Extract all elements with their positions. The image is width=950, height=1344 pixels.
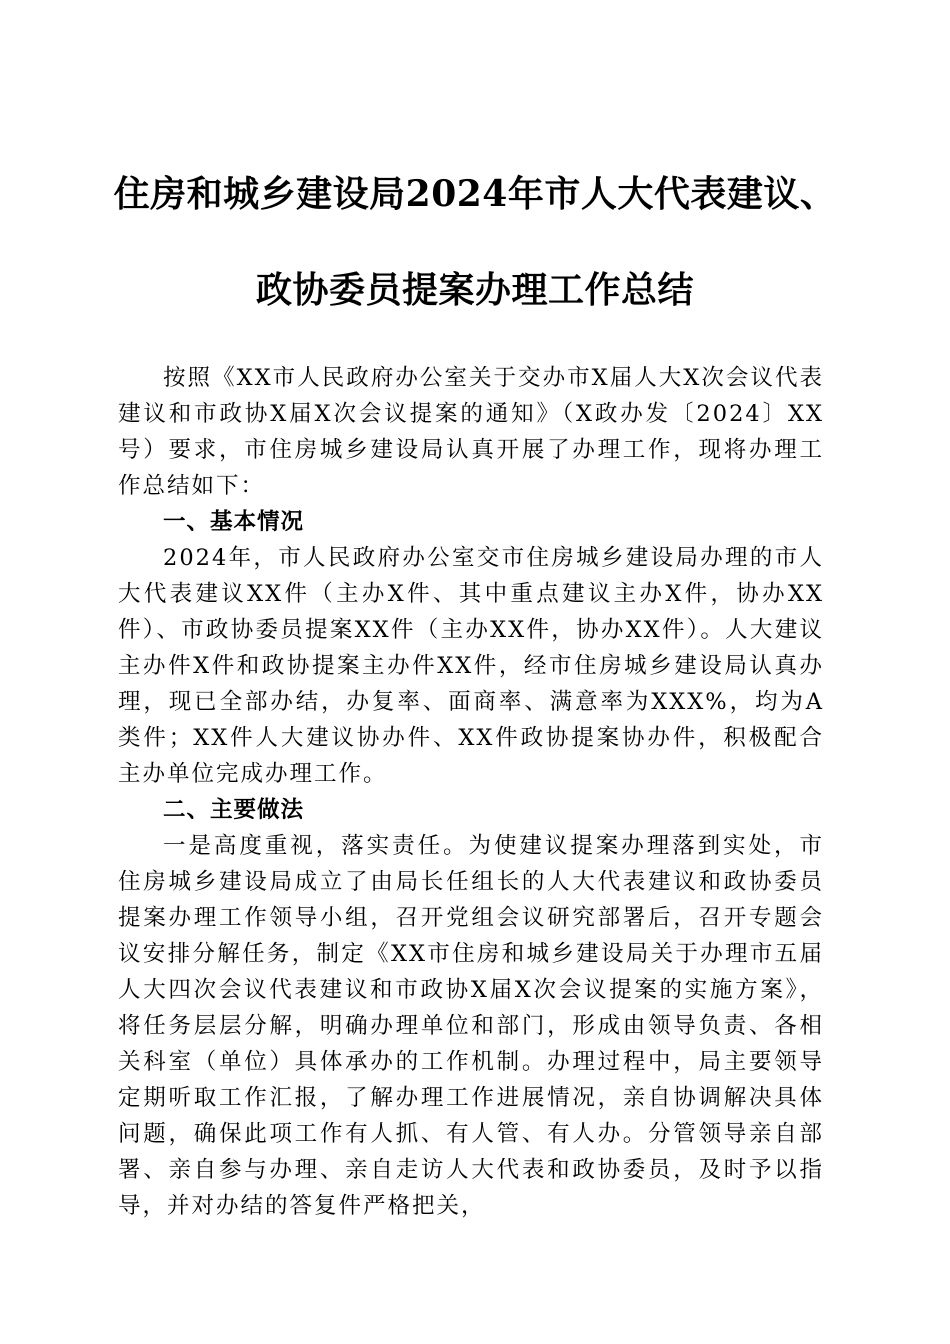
section-1-paragraph: 2024年，市人民政府办公室交市住房城乡建设局办理的市人大代表建议XX件（主办X件、其中重点建议主办X件，协办XX件）、市政协委员提案XX件（主办XX件，协办XX件）。人大建议主办件X件和政协提案主办件XX件，经市住房城乡建设局认真办理，现已全部办结，办复率、面商率、满意率为XXX%，均为A类件；XX件人大建议协办件、XX件政协提案协办件，积极配合主办单位完成办理工作。 xyxy=(118,545,824,787)
intro-paragraph: 按照《XX市人民政府办公室关于交办市X届人大X次会议代表建议和市政协X届X次会议提案的通知》（X政办发〔2024〕XX号）要求，市住房城乡建设局认真开展了办理工作，现将办理工作总结如下： xyxy=(118,365,824,499)
section-1-heading: 一、基本情况 xyxy=(163,509,305,535)
document-title-line-2: 政协委员提案办理工作总结 xyxy=(255,269,694,311)
section-2-paragraph: 一是高度重视，落实责任。为使建议提案办理落到实处，市住房城乡建设局成立了由局长任组长的人大代表建议和政协委员提案办理工作领导小组，召开党组会议研究部署后，召开专题会议安排分解任务，制定《XX市住房和城乡建设局关于办理市五届人大四次会议代表建议和市政协X届X次会议提案的实施方案》，将任务层层分解，明确办理单位和部门，形成由领导负责、各相关科室（单位）具体承办的工作机制。办理过程中，局主要领导定期听取工作汇报，了解办理工作进展情况，亲自协调解决具体问题，确保此项工作有人抓、有人管、有人办。分管领导亲自部署、亲自参与办理、亲自走访人大代表和政协委员，及时予以指导，并对办结的答复件严格把关， xyxy=(118,833,824,1219)
document-body xyxy=(118,360,824,1224)
document-title-line-1: 住房和城乡建设局2024年市人大代表建议、 xyxy=(113,173,837,215)
section-2-heading: 二、主要做法 xyxy=(163,797,305,823)
